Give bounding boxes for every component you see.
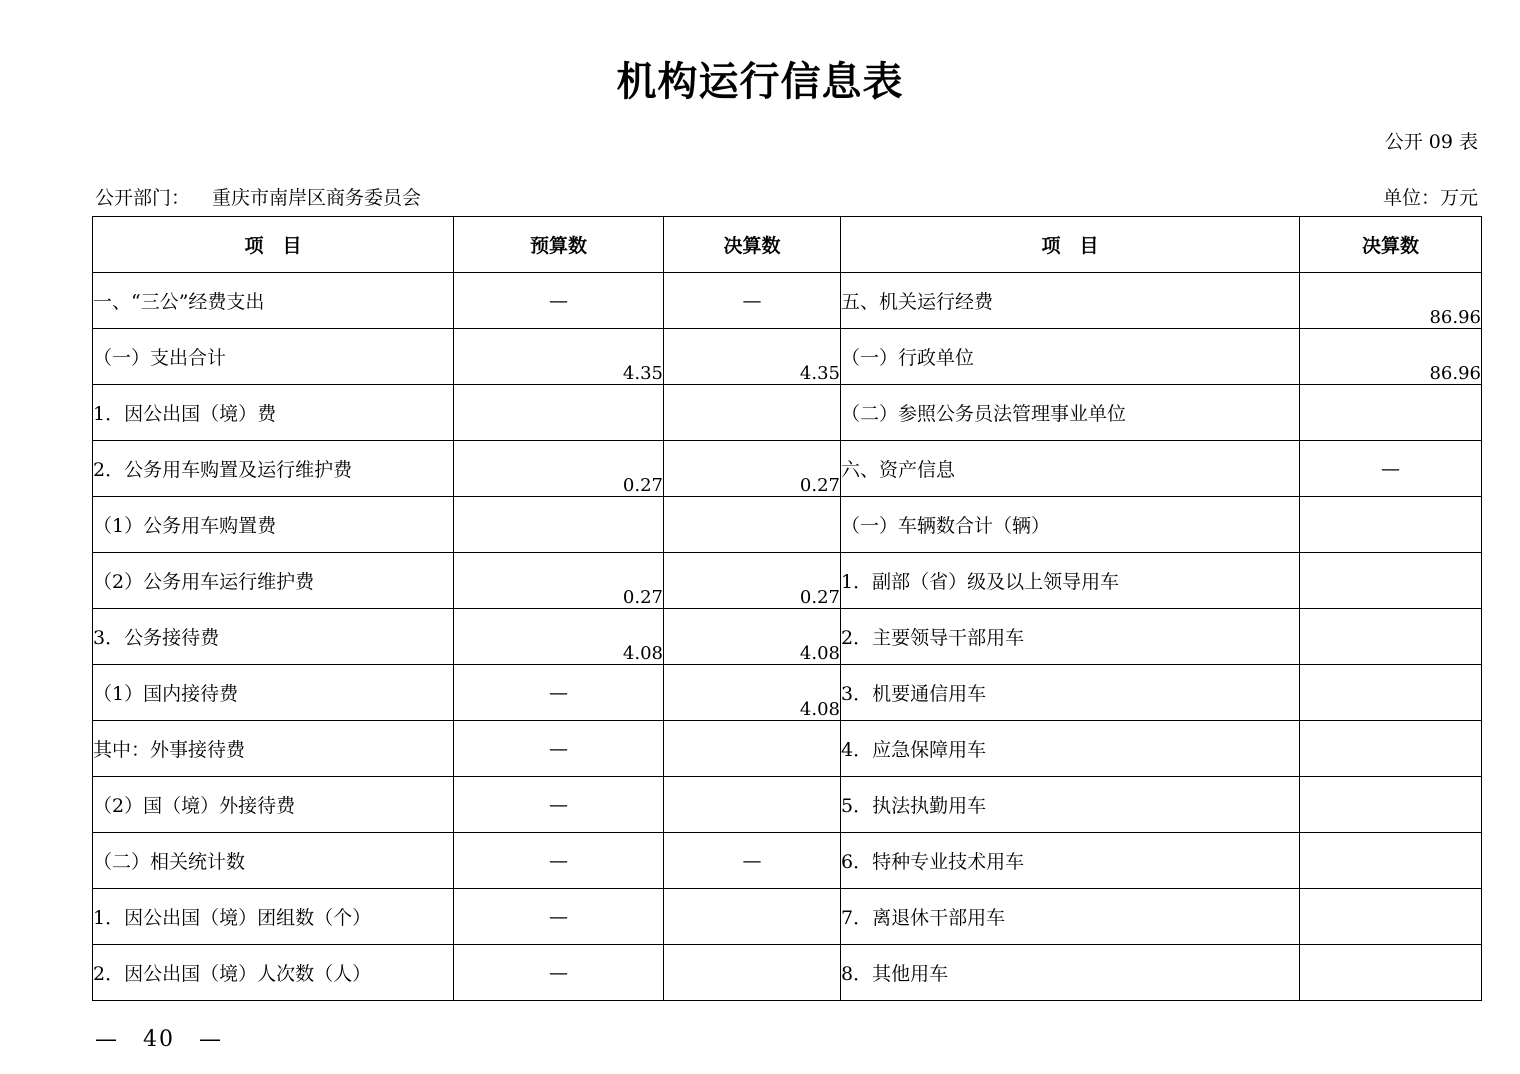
right-row-label: 6．特种专业技术用车 [841,833,1300,889]
final-cell: 4.08 [664,609,841,665]
right-row-label: 2．主要领导干部用车 [841,609,1300,665]
right-final-cell [1300,777,1482,833]
right-final-cell: 86.96 [1300,329,1482,385]
budget-cell [454,385,664,441]
table-row [93,273,1482,329]
budget-cell: — [454,273,664,329]
table-row [93,329,1482,385]
right-row-label: 1．副部（省）级及以上领导用车 [841,553,1300,609]
header-item-right: 项 目 [841,217,1300,273]
right-row-label: 4．应急保障用车 [841,721,1300,777]
right-final-cell [1300,833,1482,889]
row-label: 2．公务用车购置及运行维护费 [93,441,454,497]
row-label: 1．因公出国（境）团组数（个） [93,889,454,945]
right-row-label: 3．机要通信用车 [841,665,1300,721]
table-row [93,553,1482,609]
right-row-label: 7．离退休干部用车 [841,889,1300,945]
table-row [93,777,1482,833]
unit-label: 单位：万元 [1382,187,1478,209]
budget-cell: 0.27 [454,553,664,609]
right-final-cell [1300,665,1482,721]
table-row [93,497,1482,553]
budget-cell: 0.27 [454,441,664,497]
budget-cell: — [454,777,664,833]
budget-cell: 4.08 [454,609,664,665]
table-header-row [93,217,1482,273]
final-cell [664,385,841,441]
header-item-left: 项 目 [93,217,454,273]
final-cell [664,889,841,945]
budget-cell: — [454,945,664,1001]
row-label: 1．因公出国（境）费 [93,385,454,441]
info-table [92,216,1482,1001]
right-final-cell: 86.96 [1300,273,1482,329]
row-label: 一、“三公”经费支出 [93,273,454,329]
final-cell: — [664,833,841,889]
form-number: 公开 09 表 [1384,131,1478,153]
row-label: 3．公务接待费 [93,609,454,665]
final-cell: — [664,273,841,329]
table-row [93,609,1482,665]
table-row [93,665,1482,721]
table-row [93,889,1482,945]
budget-cell: — [454,889,664,945]
final-cell [664,721,841,777]
final-cell: 0.27 [664,553,841,609]
table-row [93,945,1482,1001]
right-row-label: 五、机关运行经费 [841,273,1300,329]
budget-cell: — [454,833,664,889]
header-budget: 预算数 [454,217,664,273]
page-title: 机构运行信息表 [616,58,904,105]
header-final-right: 决算数 [1300,217,1482,273]
final-cell [664,945,841,1001]
row-label: 其中：外事接待费 [93,721,454,777]
right-final-cell [1300,553,1482,609]
row-label: （二）相关统计数 [93,833,454,889]
right-final-cell: — [1300,441,1482,497]
department-name: 重庆市南岸区商务委员会 [212,187,422,209]
right-final-cell [1300,945,1482,1001]
right-row-label: 5．执法执勤用车 [841,777,1300,833]
budget-cell: — [454,721,664,777]
table-row [93,833,1482,889]
row-label: 2．因公出国（境）人次数（人） [93,945,454,1001]
right-row-label: （一）车辆数合计（辆） [841,497,1300,553]
right-final-cell [1300,609,1482,665]
budget-cell: 4.35 [454,329,664,385]
row-label: （一）支出合计 [93,329,454,385]
department-line [95,183,421,210]
table-row [93,721,1482,777]
department-label: 公开部门： [95,187,191,209]
right-final-cell [1300,385,1482,441]
row-label: （1）公务用车购置费 [93,497,454,553]
row-label: （2）国（境）外接待费 [93,777,454,833]
final-cell: 4.08 [664,665,841,721]
right-row-label: （二）参照公务员法管理事业单位 [841,385,1300,441]
right-final-cell [1300,889,1482,945]
final-cell [664,777,841,833]
right-row-label: 六、资产信息 [841,441,1300,497]
page-number: — 40 — [95,1027,223,1052]
header-final-left: 决算数 [664,217,841,273]
table-row [93,385,1482,441]
budget-cell: — [454,665,664,721]
table-row [93,441,1482,497]
budget-cell [454,497,664,553]
right-final-cell [1300,721,1482,777]
final-cell [664,497,841,553]
final-cell: 4.35 [664,329,841,385]
row-label: （1）国内接待费 [93,665,454,721]
right-row-label: （一）行政单位 [841,329,1300,385]
final-cell: 0.27 [664,441,841,497]
row-label: （2）公务用车运行维护费 [93,553,454,609]
right-final-cell [1300,497,1482,553]
right-row-label: 8．其他用车 [841,945,1300,1001]
